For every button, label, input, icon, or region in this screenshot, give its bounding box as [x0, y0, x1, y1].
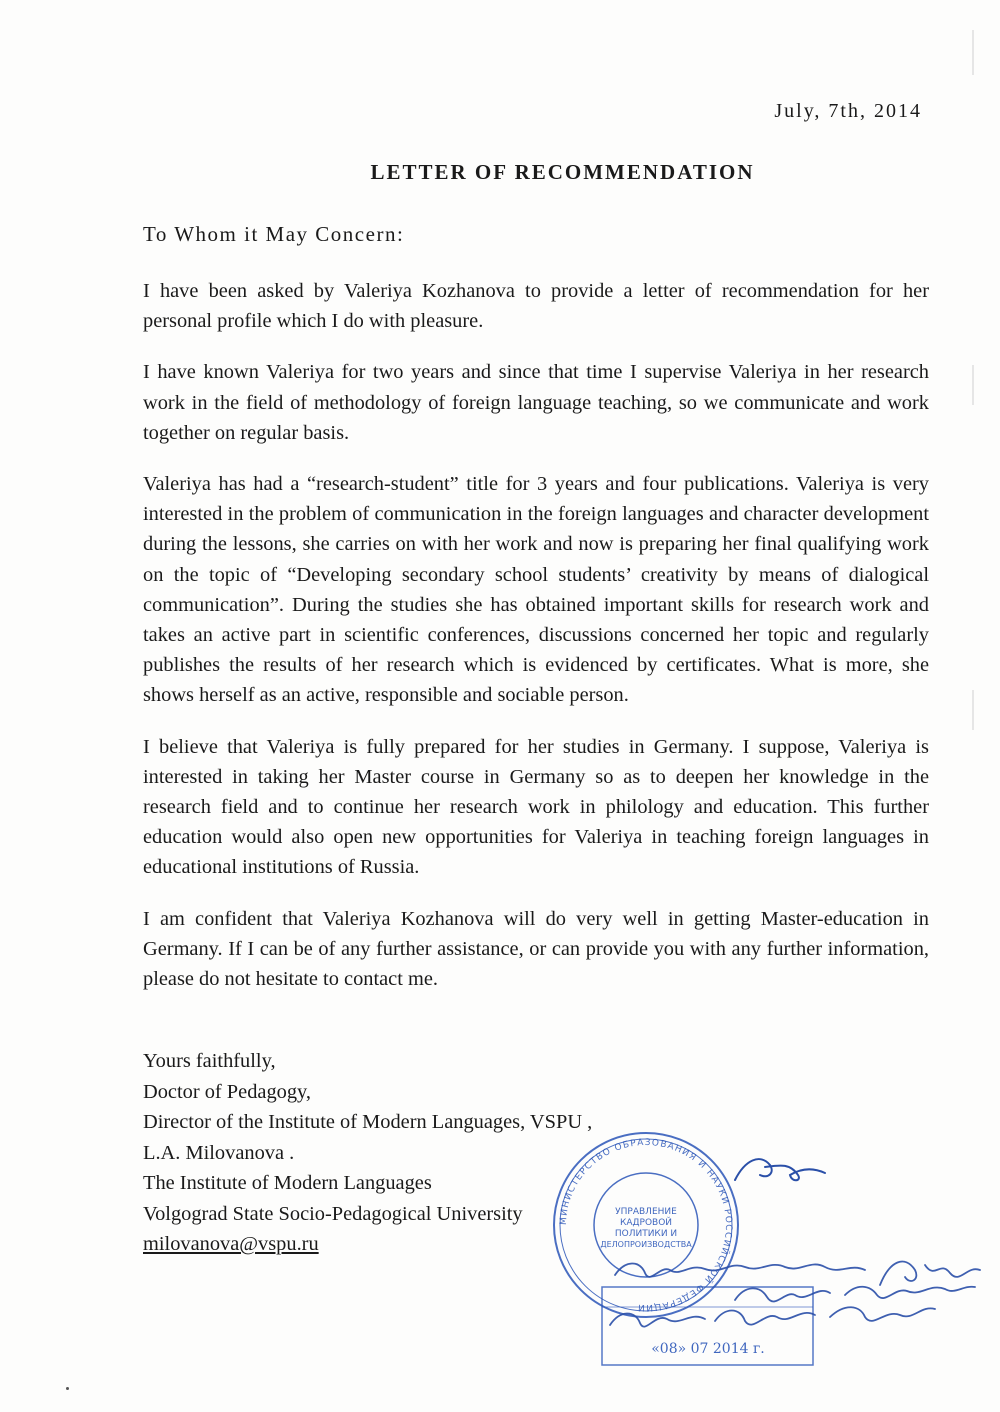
paragraph-1: I have been asked by Valeriya Kozhanova to provide a letter of recommendation for her personal profile which I do with pleasure. — [143, 280, 929, 333]
signer-position: Director of the Institute of Modern Languages, VSPU , — [143, 1111, 593, 1133]
salutation: To Whom it May Concern: — [143, 222, 405, 246]
scan-edge-mark — [972, 365, 974, 405]
paragraph-3: Valeriya has had a “research-student” title for 3 years and four publications. Valeriya is very interested in the problem of communication in the foreign languages and character development during the lessons, she carries on with her work and now is preparing her final qualifying work on the topic of “Developing secondary school students’ creativity by means of dialogical communication”. During the studies she has obtained important skills for research work and takes an active part in scientific conferences, discussions concerned her topic and regularly publishes the results of her research which is evidenced by certificates. What is more, she shows herself as an active, responsible and sociable person. — [143, 473, 929, 707]
paragraph-5: I am confident that Valeriya Kozhanova will do very well in getting Master-education in Germany. If I can be of any further assistance, or can provide you with any further information, please do not hesitate to contact me. — [143, 907, 929, 991]
signer-name: L.A. Milovanova . — [143, 1141, 295, 1164]
stamp-center-line-2: КАДРОВОЙ — [619, 1218, 673, 1228]
scan-edge-mark — [972, 30, 974, 75]
handwritten-certification-notes — [595, 1255, 985, 1365]
signer-degree: Doctor of Pedagogy, — [143, 1080, 311, 1103]
signer-email-link[interactable]: milovanova@vspu.ru — [143, 1233, 319, 1255]
handwritten-signature — [730, 1145, 830, 1195]
signer-institute: The Institute of Modern Languages — [143, 1172, 432, 1194]
letter-date: July, 7th, 2014 — [774, 100, 922, 122]
closing-block — [143, 1046, 592, 1260]
stamp-date: «08» 07 2014 г. — [651, 1341, 765, 1357]
paragraph-2: I have known Valeriya for two years and since that time I supervise Valeriya in her research work in the field of methodology of foreign language teaching, so we communicate and work together on regular basis. — [143, 361, 929, 444]
scan-edge-mark — [972, 690, 974, 730]
sign-off: Yours faithfully, — [143, 1050, 276, 1072]
paragraph-4: I believe that Valeriya is fully prepared for her studies in Germany. I suppose, Valeriya is interested in taking her Master course in Germany so as to deepen her knowledge in the research field and to continue her research work in philology and education. This further education would also open new opportunities for Valeriya in teaching foreign languages in educational institutions of Russia. — [143, 735, 929, 879]
stamp-center-line-3: ПОЛИТИКИ И — [614, 1229, 678, 1239]
stamp-center-line-4: ДЕЛОПРОИЗВОДСТВА — [600, 1240, 692, 1249]
stamp-center-line-1: УПРАВЛЕНИЕ — [615, 1207, 677, 1217]
letter-body — [143, 276, 929, 1015]
stamp-ring-text: МИНИСТЕРСТВО ОБРАЗОВАНИЯ И НАУКИ РОССИЙСКОЙ ФЕДЕРАЦИИ — [558, 1137, 734, 1313]
signer-university: Volgograd State Socio-Pedagogical University — [143, 1202, 523, 1225]
scan-speck — [66, 1387, 69, 1390]
letter-title: LETTER OF RECOMMENDATION — [370, 160, 755, 184]
